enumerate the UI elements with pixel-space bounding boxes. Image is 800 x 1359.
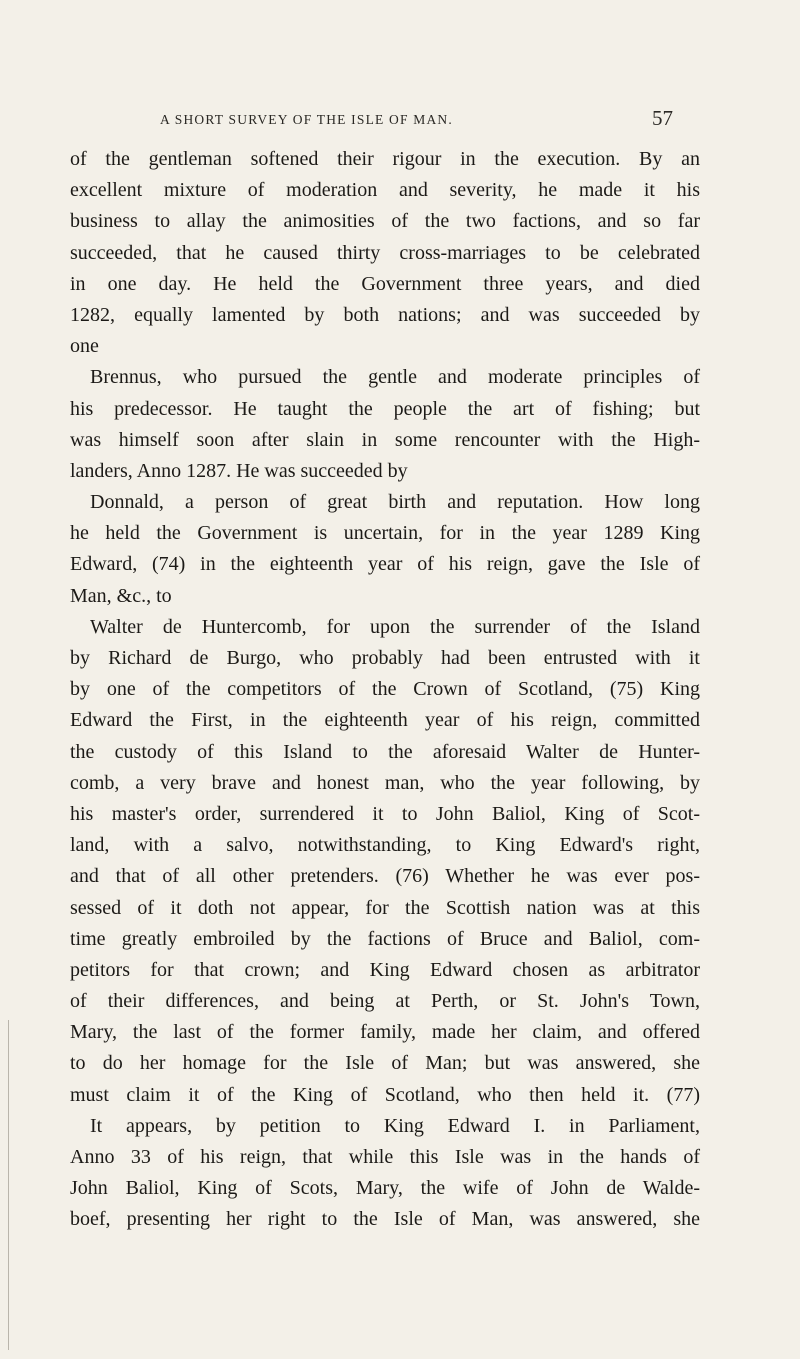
text-line: Man, &c., to	[70, 584, 172, 607]
text-line: by one of the competitors of the Crown of Scotland, (75) King	[70, 678, 700, 701]
text-line: landers, Anno 1287. He was succeeded by	[70, 459, 408, 482]
text-line: Brennus, who pursued the gentle and moderate principles of	[90, 366, 700, 389]
text-line: of the gentleman softened their rigour in the execution. By an	[70, 148, 700, 170]
text-line: Mary, the last of the former family, made her claim, and offered	[70, 1021, 700, 1044]
text-line: time greatly embroiled by the factions of Bruce and Baliol, com-	[70, 927, 700, 950]
text-line: Edward the First, in the eighteenth year of his reign, committed	[70, 709, 700, 732]
text-line: business to allay the animosities of the two factions, and so far	[70, 210, 700, 233]
text-line: by Richard de Burgo, who probably had been entrusted with it	[70, 647, 700, 669]
text-line: land, with a salvo, notwithstanding, to King Edward's right,	[70, 834, 700, 857]
text-line: comb, a very brave and honest man, who the year following, by	[70, 771, 700, 794]
text-line: excellent mixture of moderation and severity, he made it his	[70, 179, 700, 202]
text-line: Edward, (74) in the eighteenth year of his reign, gave the Isle of	[70, 553, 700, 576]
page-number: 57	[652, 106, 673, 130]
text-line: the custody of this Island to the aforesaid Walter de Hunter-	[70, 740, 700, 763]
text-line: petitors for that crown; and King Edward chosen as arbitrator	[70, 958, 700, 981]
text-line: sessed of it doth not appear, for the Scottish nation was at this	[70, 896, 700, 919]
text-line: his predecessor. He taught the people the art of fishing; but	[70, 397, 700, 420]
text-line: he held the Government is uncertain, for in the year 1289 King	[70, 522, 700, 545]
text-line: It appears, by petition to King Edward I. in Parliament,	[90, 1114, 700, 1137]
running-head: A SHORT SURVEY OF THE ISLE OF MAN.	[160, 112, 453, 127]
text-line: was himself soon after slain in some rencounter with the High-	[70, 428, 700, 451]
text-line: one	[70, 335, 99, 358]
body-text	[70, 144, 700, 1236]
text-line: Walter de Huntercomb, for upon the surrender of the Island	[90, 615, 700, 638]
text-line: John Baliol, King of Scots, Mary, the wife of John de Walde-	[70, 1177, 700, 1200]
text-line: his master's order, surrendered it to John Baliol, King of Scot-	[70, 802, 700, 825]
text-line: of their differences, and being at Perth, or St. John's Town,	[70, 990, 700, 1013]
text-line: succeeded, that he caused thirty cross-marriages to be celebrated	[70, 241, 700, 264]
text-line: must claim it of the King of Scotland, who then held it. (77)	[70, 1083, 700, 1106]
text-line: in one day. He held the Government three years, and died	[70, 272, 700, 295]
text-line: 1282, equally lamented by both nations; and was succeeded by	[70, 303, 700, 326]
text-line: to do her homage for the Isle of Man; but was answered, she	[70, 1052, 700, 1075]
page-edge-rule	[8, 1020, 9, 1350]
text-line: boef, presenting her right to the Isle of Man, was answered, she	[70, 1208, 700, 1231]
text-line: Anno 33 of his reign, that while this Isle was in the hands of	[70, 1146, 700, 1168]
text-line: and that of all other pretenders. (76) Whether he was ever pos-	[70, 865, 700, 888]
text-line: Donnald, a person of great birth and reputation. How long	[90, 491, 700, 514]
